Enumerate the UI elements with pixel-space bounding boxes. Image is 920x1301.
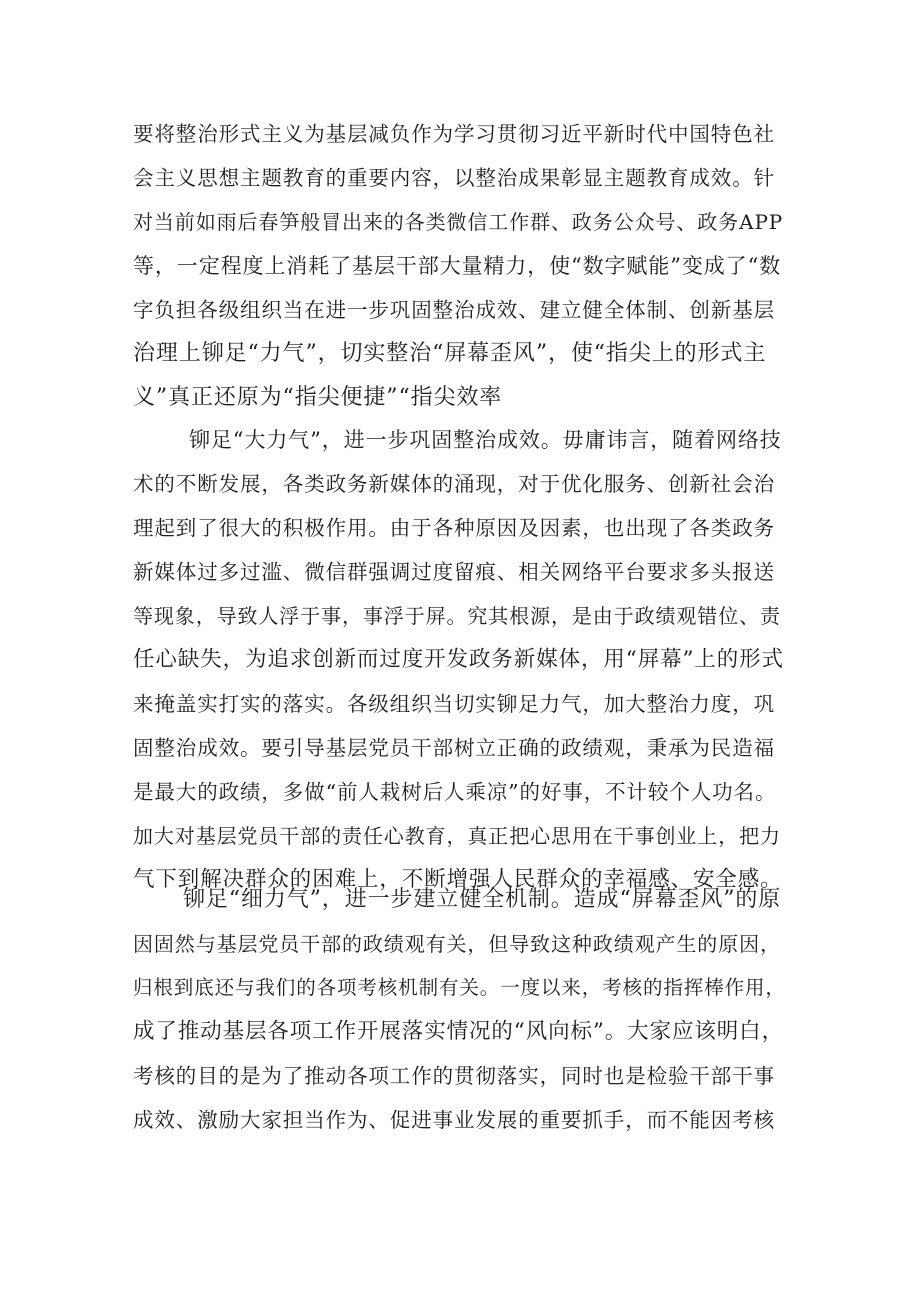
paragraph-3-line-4: 成了推动基层各项工作开展落实情况的“风向标”。大家应该明白， xyxy=(133,1019,784,1044)
paragraph-1-line-1: 要将整治形式主义为基层减负作为学习贯彻习近平新时代中国特色社 xyxy=(133,122,775,146)
paragraph-2-line-10: 加大对基层党员干部的责任心教育，真正把心思用在干事创业上，把力 xyxy=(133,824,781,848)
paragraph-3-line-5: 考核的目的是为了推动各项工作的贯彻落实，同时也是检验干部干事 xyxy=(133,1064,775,1088)
paragraph-2-line-8: 固整治成效。要引导基层党员干部树立正确的政绩观，秉承为民造福 xyxy=(133,736,775,760)
paragraph-2-line-9: 是最大的政绩，多做“前人栽树后人乘凉”的好事，不计较个人功名。 xyxy=(133,780,777,804)
paragraph-2-line-6: 任心缺失，为追求创新而过度开发政务新媒体，用“屏幕”上的形式 xyxy=(133,647,784,672)
paragraph-3-line-3: 归根到底还与我们的各项考核机制有关。一度以来，考核的指挥棒作用， xyxy=(133,976,786,999)
paragraph-2-line-7: 来掩盖实打实的落实。各级组织当切实铆足力气，加大整治力度，巩 xyxy=(133,692,775,716)
paragraph-3-line-1: 铆足“细力气”，进一步建立健全机制。造成“屏幕歪风”的原 xyxy=(183,887,782,912)
paragraph-1-line-4: 等，一定程度上消耗了基层干部大量精力，使“数字赋能”变成了“数 xyxy=(133,254,782,278)
paragraph-2-line-5: 等现象，导致人浮于事，事浮于屏。究其根源，是由于政绩观错位、责 xyxy=(133,604,781,628)
paragraph-1-line-2: 会主义思想主题教育的重要内容，以整治成果彰显主题教育成效。针 xyxy=(133,166,775,190)
paragraph-2-line-4: 新媒体过多过滥、微信群强调过度留痕、相关网络平台要求多头报送 xyxy=(133,560,775,584)
paragraph-1-line-5: 字负担各级组织当在进一步巩固整治成效、建立健全体制、创新基层 xyxy=(133,298,775,322)
paragraph-2-line-2: 术的不断发展，各类政务新媒体的涌现，对于优化服务、创新社会治 xyxy=(133,472,775,496)
paragraph-1-line-3: 对当前如雨后春笋般冒出来的各类微信工作群、政务公众号、政务APP xyxy=(133,210,784,234)
paragraph-1-line-7: 义”真正还原为“指尖便捷”“指尖效率 xyxy=(133,385,503,410)
paragraph-2-line-11: 气下到解决群众的困难上，不断增强人民群众的幸福感、安全感。 xyxy=(133,867,783,892)
paragraph-1-line-6: 治理上铆足“力气”，切实整治“屏幕歪风”，使“指尖上的形式主 xyxy=(133,341,767,366)
paragraph-2-line-3: 理起到了很大的积极作用。由于各种原因及因素，也出现了各类政务 xyxy=(133,516,775,540)
paragraph-2-line-1: 铆足“大力气”，进一步巩固整治成效。毋庸讳言，随着网络技 xyxy=(189,428,782,452)
paragraph-3-line-6: 成效、激励大家担当作为、促进事业发展的重要抓手，而不能因考核 xyxy=(133,1108,775,1132)
paragraph-3-line-2: 因固然与基层党员干部的政绩观有关，但导致这种政绩观产生的原因， xyxy=(133,932,781,956)
